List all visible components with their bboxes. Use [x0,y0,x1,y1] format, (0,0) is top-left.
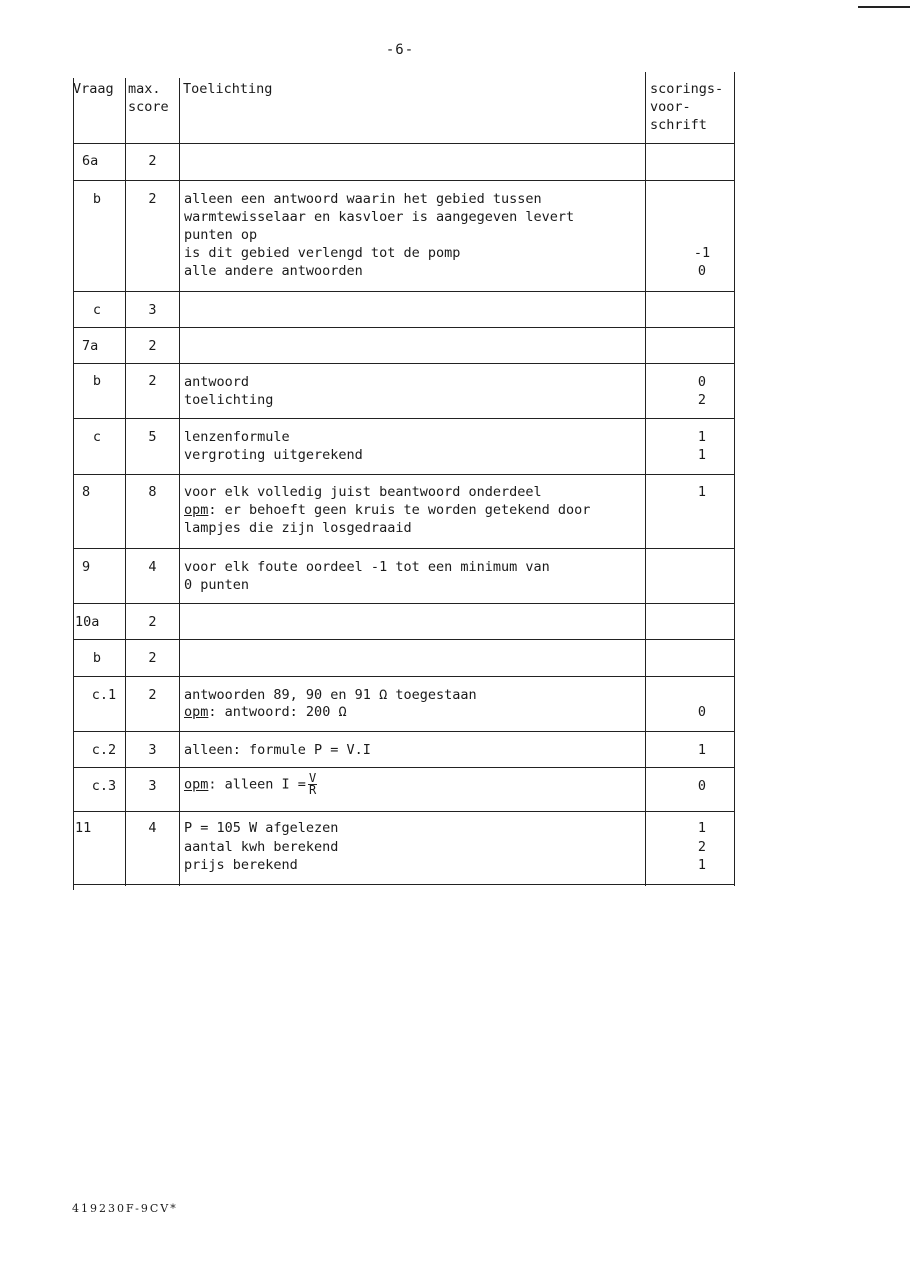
score-value: 1 [697,857,707,873]
header-scoring-line2: voor- [650,99,691,115]
question-number: 10a [75,614,100,630]
explanation-line: antwoorden 89, 90 en 91 Ω toegestaan [184,687,477,703]
header-scoring-line1: scorings- [650,81,724,97]
row-rule [73,639,735,640]
score-value: -1 [693,245,711,261]
max-score: 8 [148,484,157,500]
max-score: 3 [148,778,157,794]
opm-label: opm [184,502,209,518]
score-value: 0 [697,778,707,794]
explanation-line: vergroting uitgerekend [184,447,363,463]
opm-label: opm [184,776,209,793]
question-number: c.1 [91,687,117,703]
score-value: 1 [697,742,707,758]
max-score: 4 [148,559,157,575]
opm-text: alleen I = [224,776,306,793]
opm-text: antwoord: 200 Ω [224,704,347,720]
row-rule [73,603,735,604]
max-score: 3 [148,302,157,318]
question-number: c.2 [91,742,117,758]
header-vraag: Vraag [73,81,114,97]
explanation-line: voor elk foute oordeel -1 tot een minimum van [184,559,550,575]
explanation-line: alleen een antwoord waarin het gebied tussen [184,191,542,207]
fraction-denominator: R [308,783,317,797]
max-score: 2 [148,687,157,703]
header-toelichting: Toelichting [183,81,273,97]
explanation-line: alle andere antwoorden [184,263,363,279]
score-value: 2 [697,392,707,408]
question-number: 6a [82,153,99,169]
opm-text: er behoeft geen kruis te worden getekend door [224,502,591,518]
question-number: b [92,191,102,207]
max-score: 2 [148,650,157,666]
fraction-numerator: V [308,771,317,785]
question-number: b [92,650,102,666]
explanation-line-opm: opm: er behoeft geen kruis te worden getekend door [184,502,591,518]
max-score: 2 [148,338,157,354]
table-border-right [734,72,735,886]
row-rule [73,731,735,732]
score-value: 0 [697,374,707,390]
row-rule [73,418,735,419]
score-value: 0 [697,263,707,279]
max-score: 2 [148,153,157,169]
question-number: b [92,373,102,389]
explanation-line: lampjes die zijn losgedraaid [184,520,412,536]
row-rule [73,363,735,364]
explanation-line: toelichting [184,392,274,408]
max-score: 2 [148,191,157,207]
explanation-line: punten op [184,227,258,243]
formula-fraction [308,773,317,796]
table-bottom-rule [73,884,735,885]
explanation-line: prijs berekend [184,857,298,873]
explanation-line: antwoord [184,374,250,390]
explanation-line: 0 punten [184,577,250,593]
row-rule [73,676,735,677]
document-code: 419230F-9CV* [72,1202,178,1215]
explanation-line: lenzenformule [184,429,290,445]
question-number: 9 [82,559,91,575]
question-number: c [92,302,102,318]
explanation-line: P = 105 W afgelezen [184,820,339,836]
question-number: 8 [82,484,91,500]
explanation-line-opm: opm: antwoord: 200 Ω [184,704,347,720]
column-rule [179,78,180,886]
question-number: 11 [75,820,92,836]
question-number: c.3 [91,778,117,794]
row-rule [73,548,735,549]
explanation-line-opm: opm: alleen I = $\frac{V}{R}$ [184,771,317,797]
header-max-line1: max. [128,81,161,97]
score-value: 2 [697,839,707,855]
row-rule [73,327,735,328]
row-rule [73,474,735,475]
opm-label: opm [184,704,209,720]
score-value: 1 [697,484,707,500]
explanation-line: voor elk volledig juist beantwoord onderdeel [184,484,542,500]
max-score: 3 [148,742,157,758]
max-score: 2 [148,373,157,389]
explanation-line: aantal kwh berekend [184,839,339,855]
row-rule [73,291,735,292]
header-scoring-line3: schrift [650,117,707,133]
max-score: 5 [148,429,157,445]
max-score: 4 [148,820,157,836]
explanation-line: is dit gebied verlengd tot de pomp [184,245,461,261]
row-rule [73,180,735,181]
row-rule [73,767,735,768]
top-edge-rule [858,6,910,8]
score-value: 1 [697,447,707,463]
question-number: 7a [82,338,99,354]
score-value: 0 [697,704,707,720]
explanation-line: alleen: formule P = V.I [184,742,371,758]
score-value: 1 [697,820,707,836]
row-rule [73,143,735,144]
row-rule [73,811,735,812]
page-number: -6- [385,42,415,58]
score-value: 1 [697,429,707,445]
question-number: c [92,429,102,445]
max-score: 2 [148,614,157,630]
header-max-line2: score [128,99,169,115]
column-rule [645,72,646,886]
explanation-line: warmtewisselaar en kasvloer is aangegeven levert [184,209,575,225]
